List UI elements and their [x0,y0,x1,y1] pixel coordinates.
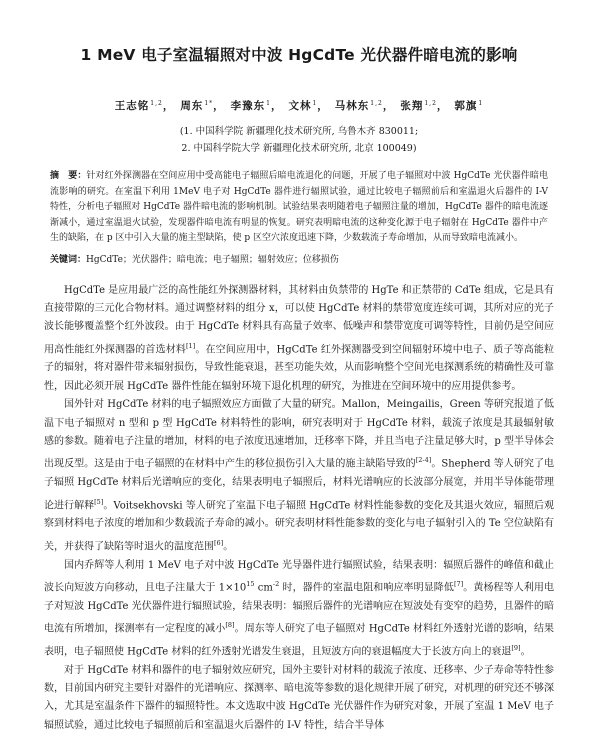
citation: [6] [214,539,223,547]
affiliation-2: 2. 中国科学院大学 新疆理化技术研究所, 北京 100049) [44,140,554,157]
citation: [2-4] [416,456,432,464]
affiliation-1: (1. 中国科学院 新疆理化技术研究所, 乌鲁木齐 830011; [44,123,554,140]
keywords [44,253,554,268]
author: 郭旗$^1$ [454,98,483,113]
paragraph: HgCdTe 是应用最广泛的高性能红外探测器材料，其材料由负禁带的 HgTe 和正禁带的 CdTe 组成，它是具有直接带隙的三元化合物材料。通过调整材料的组分 x，可以使 HgCdTe 材料的禁带宽度连续可调，其所对应的光子波长能够覆盖整个红外波段。由于 HgCdTe 材料具有高量子效率、低噪声和禁带宽度可调等特性，目前仍是空间应用高性能红外探测器的首选材料[1]。在空间应用中，HgCdTe 红外探测器受到空间辐射环境中电子、质子等高能粒子的辐射，将对器件带来辐射损伤，导致性能衰退，甚至功能失效，从而影响整个空间光电探测系统的精确性及可靠性，因此必须开展 HgCdTe 器件性能在辐射环境下退化机理的研究，为推进在空间环境中的应用提供参考。 [44,282,554,397]
paper-title: 1 MeV 电子室温辐照对中波 HgCdTe 光伏器件暗电流的影响 [44,43,554,65]
author: 王志铭$^{1,2}$， [115,98,175,113]
author: 李豫东$^1$， [231,98,283,113]
paragraph: 国内乔辉等人利用 1 MeV 电子对中波 HgCdTe 光导器件进行辐照试验，结果表明：辐照后器件的峰值和截止波长向短波方向移动，且电子注量大于 1×10$^{15}$ cm$^{-2}$ 时，器件的室温电阻和响应率明显降低[7]。黄杨程等人利用电子对短波 HgCdTe 光伏器件进行辐照试验，结果表明：辐照后器件的光谱响应在短波处有变窄的趋势，且器件的暗电流有所增加，探测率有一定程度的减小[8]。周东等人研究了电子辐照对 HgCdTe 材料红外透射光谱的影响，结果表明，电子辐照使 HgCdTe 材料的红外透射光谱发生衰退，且短波方向的衰退幅度大于长波方向上的衰退[9]。 [44,557,554,662]
author: 文林$^1$， [288,98,328,113]
citation: [1] [186,342,195,350]
citation: [7] [454,580,463,588]
author: 周东$^{1*}$， [180,98,224,113]
abstract-label: 摘 要： [50,171,86,181]
paragraph: 对于 HgCdTe 材料和器件的电子辐射效应研究，国外主要针对材料的载流子浓度、迁移率、少子寿命等特性参数，目前国内研究主要针对器件的光谱响应、探测率、暗电流等参数的退化规律开展了研究，对机理的研究还不够深入，尤其是室温条件下器件的辐照特性。本文选取中波 HgCdTe 光伏器件作为研究对象，开展了室温 1 MeV 电子辐照试验，通过比较电子辐照前后和室温退火后器件的 I-V 特性，结合半导体 [44,662,554,735]
citation: [8] [225,621,234,629]
keywords-label: 关键词： [50,255,86,265]
author: 张翔$^{1,2}$， [400,98,448,113]
affiliations [44,123,554,157]
abstract-text: 针对红外探测器在空间应用中受高能电子辐照后暗电流退化的问题，开展了电子辐照对中波 HgCdTe 光伏器件暗电流影响的研究。在室温下利用 1MeV 电子对 HgCdTe 器件进行辐照试验，通过比较电子辐照前后和室温退火后器件的 I-V 特性，分析电子辐照对 HgCdTe 器件暗电流的影响机制。试验结果表明随着电子辐照注量的增加，HgCdTe 器件的暗电流逐渐减小，通过室温退火试验，发现器件暗电流有明显的恢复。研究表明暗电流的这种变化源于电子辐射在 HgCdTe 器件中产生的缺陷，在 p 区中引入大量的施主型缺陷，使 p 区空穴浓度迅速下降，少数载流子寿命增加，从而导致暗电流减小。 [50,171,548,243]
author: 马林东$^{1,2}$， [335,98,395,113]
citation: [9] [511,644,520,652]
keywords-text: HgCdTe；光伏器件；暗电流；电子辐照；辐射效应；位移损伤 [86,255,339,265]
citation: [5] [94,498,103,506]
abstract [44,169,554,247]
author-list [44,98,554,113]
paragraph: 国外针对 HgCdTe 材料的电子辐照效应方面做了大量的研究。Mallon，Meingailis，Green 等研究报道了低温下电子辐照对 n 型和 p 型 HgCdTe 材料特性的影响，研究表明对于 HgCdTe 材料，载流子浓度是其最辐射敏感的参数。随着电子注量的增加，材料的电子浓度迅速增加，迁移率下降，并且当电子注量足够大时，p 型半导体会出现反型。这是由于电子辐照的在材料中产生的移位损伤引入大量的施主缺陷导致的[2-4]。Shepherd 等人研究了电子辐照 HgCdTe 材料后光谱响应的变化，结果表明电子辐照后，材料光谱响应的长波部分展宽，并用半导体能带理论进行解释[5]。Voitsekhovski 等人研究了室温下电子辐照 HgCdTe 材料性能参数的变化及其退火效应，辐照后观察到材料电子浓度的增加和少数载流子寿命的减小。研究表明材料性能参数的变化与电子辐射引入的 Te 空位缺陷有关，并获得了缺陷等时退火的温度范围[6]。 [44,396,554,556]
body-text [44,282,554,735]
